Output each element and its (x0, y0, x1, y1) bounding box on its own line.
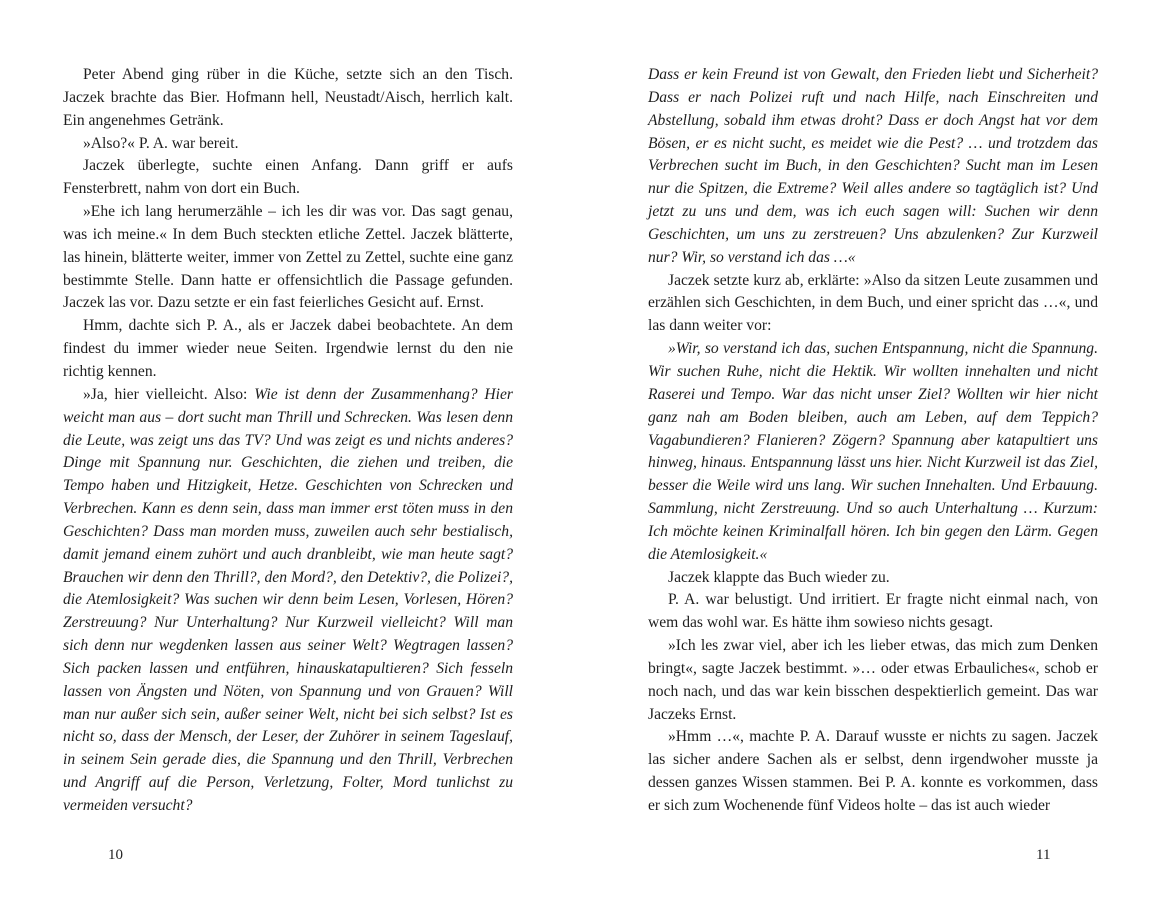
paragraph: »Ehe ich lang herumerzähle – ich les dir was vor. Das sagt genau, was ich meine.« In dem Buch steckten etliche Zettel. Jaczek blätterte, las hinein, blätterte weiter, immer von Zettel zu Zettel, suchte eine ganz bestimmte Stelle. Dann hatte er offensichtlich die Passage gefunden. Jaczek las vor. Dazu setzte er ein fast feierliches Gesicht auf. Ernst. (63, 203, 513, 312)
paragraph: Jaczek setzte kurz ab, erklärte: »Also da sitzen Leute zusammen und erzählen sich Geschichten, in dem Buch, und einer spricht das …«, und las dann weiter vor: (648, 271, 1098, 335)
continued-quote: Dass er kein Freund ist von Gewalt, den Frieden liebt und Sicherheit? Dass er nach Polizei ruft und nach Hilfe, nach Einschreiten und Abstellung, sobald ihm etwas droht? Dass er doch Angst hat vor dem Bösen, er es nicht sucht, es meidet wie die Pest? … und trotzdem das Verbrechen sucht im Buch, in den Geschichten? Sucht man im Lesen nur die Spitzen, die Extreme? Weil alles andere so tagtäglich ist? Und jetzt zu uns und dem, was ich euch sagen will: Suchen wir denn Geschichten, um uns zu zerstreuen? Uns abzulenken? Zur Kurzweil nur? Wir, so verstand ich das …« (648, 66, 1098, 266)
paragraph: Hmm, dachte sich P. A., als er Jaczek dabei beobachtete. An dem findest du immer wieder neue Seiten. Irgendwie lernst du den nie richtig kennen. (63, 317, 513, 380)
page-number-right: 11 (1036, 847, 1051, 863)
paragraph: P. A. war belustigt. Und irritiert. Er fragte nicht einmal nach, von wem das wohl war. Es hätte ihm sowieso nichts gesagt. (648, 591, 1098, 632)
quote-intro: »Ja, hier vielleicht. Also: (83, 385, 255, 403)
paragraph: »Ich les zwar viel, aber ich les lieber etwas, das mich zum Denken bringt«, sagte Jaczek bestimmt. »… oder etwas Erbauliches«, schob er noch nach, und das war kein bisschen despektierlich gemeint. Das war Jaczeks Ernst. (648, 637, 1098, 723)
paragraph: Peter Abend ging rüber in die Küche, setzte sich an den Tisch. Jaczek brachte das Bier. Hofmann hell, Neustadt/Aisch, herrlich kalt. Ein angenehmes Getränk. (63, 66, 513, 129)
paragraph: »Hmm …«, machte P. A. Darauf wusste er nichts zu sagen. Jaczek las sicher andere Sachen als er selbst, denn irgendwoher musste ja dessen ganzes Wissen stammen. Bei P. A. konnte es vorkommen, dass er sich zum Wochenende fünf Videos holte – das ist auch wieder (648, 728, 1098, 814)
paragraph: Jaczek überlegte, suchte einen Anfang. Dann griff er aufs Fensterbrett, nahm von dort ein Buch. (63, 157, 513, 198)
page-number-left: 10 (108, 847, 123, 863)
quote-paragraph: »Wir, so verstand ich das, suchen Entspannung, nicht die Spannung. Wir suchen Ruhe, nicht die Hektik. Wir wollten innehalten und nicht Raserei und Tempo. War das nicht unser Ziel? Wollten wir hier nicht ganz nah am Boden bleiben, auch am Leben, auf dem Teppich? Vagabundieren? Flanieren? Zögern? Spannung aber katapultiert uns hinweg, hinaus. Entspannung lässt uns hier. Nicht Kurzweil ist das Ziel, besser die Weile wird uns lang. Wir suchen Innehalten. Und Erbauung. Sammlung, nicht Zerstreuung. Und so auch Unterhaltung … Kurzum: Ich möchte keinen Kriminalfall hören. Ich bin gegen den Lärm. Gegen die Atemlosigkeit.« (648, 340, 1098, 563)
left-page (63, 64, 513, 818)
paragraph: Jaczek klappte das Buch wieder zu. (668, 568, 890, 586)
quote-paragraph (63, 384, 513, 818)
quote-text: Wie ist denn der Zusammenhang? Hier weicht man aus – dort sucht man Thrill und Schrecken. Was lesen denn die Leute, was zeigt uns das TV? Und was zeigt es und nichts anderes? Dinge mit Spannung nur. Geschichten, die ziehen und treiben, die Tempo haben und Hitzigkeit, Hetze. Geschichten von Schrecken und Verbrechen. Kann es denn sein, dass man immer erst töten muss in den Geschichten? Dass man morden muss, zuweilen auch sehr bestialisch, damit jemand einem zuhört und auch dranbleibt, wie man heute sagt? Brauchen wir denn den Thrill?, den Mord?, den Detektiv?, die Polizei?, die Atemlosigkeit? Was suchen wir denn beim Lesen, Vorlesen, Hören? Zerstreuung? Nur Unterhaltung? Nur Kurzweil vielleicht? Will man sich denn nur wegdenken lassen aus seiner Welt? Wegtragen lassen? Sich packen lassen und entführen, hinauskatapultieren? Sich fesseln lassen von Ängsten und Nöten, von Spannung und von Grauen? Will man nur außer sich sein, außer seiner Welt, nicht bei sich selbst? Ist es nicht so, dass der Mensch, der Leser, der Zuhörer in seinem Tageslauf, in seinem Sein gerade dies, die Spannung und den Thrill, Verbrechen und Angriff auf die Person, Verletzung, Folter, Mord tunlichst zu vermeiden versucht? (63, 385, 514, 814)
right-page (648, 64, 1098, 818)
paragraph: »Also?« P. A. war bereit. (83, 134, 239, 152)
